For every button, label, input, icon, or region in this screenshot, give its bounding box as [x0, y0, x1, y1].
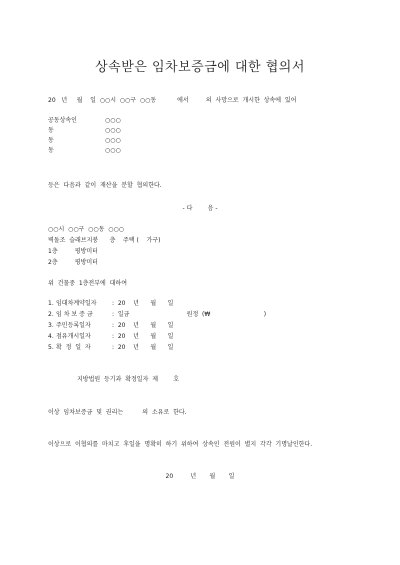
item-label: 임대차계약일자 [56, 300, 97, 307]
item-number: 4. [48, 333, 54, 340]
item-label: 점유개시일자 [56, 333, 91, 340]
property-address: ○○시 ○○구 ○○동 ○○○ [48, 226, 124, 233]
item-label: 확 정 일 자 [56, 344, 91, 351]
agreement-line: 등은 다음과 같이 재산을 분할 협의한다. [48, 182, 162, 189]
heir-role: 동 [48, 127, 54, 134]
property-structure: 벽돌조 슬래브지붕 층 주택 ( 가구) [48, 237, 161, 244]
heir-name: ○○○ [105, 127, 121, 134]
item-value: : 20 년 월 일 [112, 322, 174, 329]
property-floor-1: 1층 평방미터 [48, 248, 98, 255]
intro-line: 20 년 월 일 ○○시 ○○구 ○○동 에서 의 사망으로 개시한 상속에 있어 [48, 97, 297, 104]
heir-role: 공동상속인 [48, 117, 77, 124]
heir-name: ○○○ [105, 137, 121, 144]
closing-line: 이상으로 이협의를 마치고 후일을 명확히 하기 위하여 상속인 전원이 별지 각각 기명날인한다. [48, 441, 313, 448]
item-value: : 20 년 월 일 [112, 300, 174, 307]
item-value: : 20 년 월 일 [112, 333, 174, 340]
item-number: 3. [48, 322, 54, 329]
heir-role: 동 [48, 137, 54, 144]
item-label: 임 차 보 증 금 [56, 311, 93, 318]
section-heading: - 다 음 - [182, 205, 218, 212]
heir-role: 동 [48, 147, 54, 154]
item-label: 주민등록일자 [56, 322, 91, 329]
ownership-line: 이상 임차보증금 및 권리는 의 소유로 한다. [48, 409, 187, 416]
heir-name: ○○○ [105, 147, 121, 154]
property-floor-2: 2층 평방미터 [48, 259, 98, 266]
court-line: 지방법원 등기과 확정일자 제 호 [77, 376, 180, 383]
item-value: : 20 년 월 일 [112, 344, 174, 351]
lease-intro: 위 건물중 1층전부에 대하여 [48, 280, 128, 287]
heir-name: ○○○ [105, 117, 121, 124]
item-number: 5. [48, 344, 54, 351]
document-title: 상속받은 임차보증금에 대한 협의서 [95, 60, 305, 75]
item-value: : 일금 원정 (₩ ) [112, 311, 267, 318]
signature-date: 20 년 월 일 [165, 473, 235, 480]
item-number: 2. [48, 311, 54, 318]
item-number: 1. [48, 300, 54, 307]
